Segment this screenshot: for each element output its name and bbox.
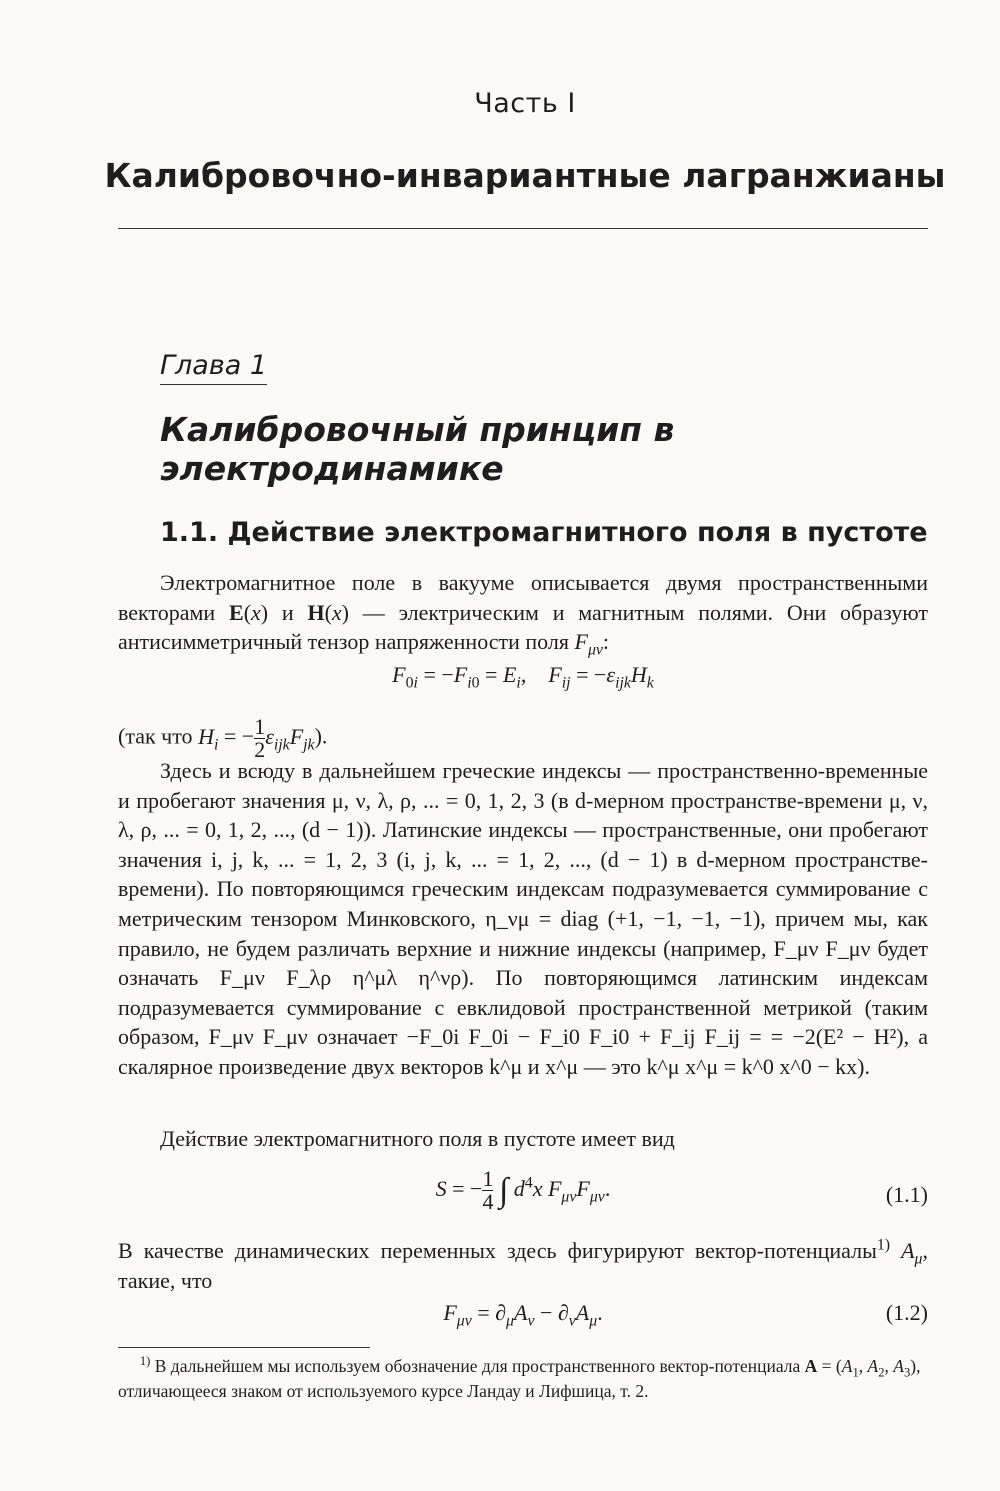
text: В дальнейшем мы используем обозначение для пространственного вектор-потенциала — [154, 1356, 805, 1376]
equation-number: (1.2) — [885, 1300, 928, 1325]
text: Здесь и всюду в дальнейшем греческие индексы — пространственно-временные и пробегают значения μ, ν, λ, ρ, ... = 0, 1, 2, 3 (в d-мерном пространстве-времени μ, ν, λ, ρ, ... = 0, 1, 2, ..., (d − 1)). Латинские индексы — пространственные, они пробегают значения i, j, k, ... = 1, 2, 3 (i, j, k, ... = 1, 2, ..., (d − 1) в d-мерном пространстве-времени). По повторяющимся греческим индексам подразумевается суммирование с метрическим тензором Минковского, η_νμ = diag (+1, −1, −1, −1), причем мы, как правило, не будем различать верхние и нижние индексы (например, F_μν F_μν будет означать F_μν F_λρ η^μλ η^νρ). По повторяющимся латинским индексам подразумевается суммирование с евклидовой пространственной метрикой (таким образом, F_μν F_μν означает −F_0i F_0i − F_i0 F_i0 + F_ij F_ij = = −2(E² − H²), а скалярное произведение двух векторов k^μ и x^μ — это k^μ x^μ = k^0 x^0 − kx). — [118, 758, 928, 1079]
equation-potential: $F_{\mu\nu} = \partial_\mu A_\nu - \partial_\nu A_\mu$. (1.2) — [443, 1300, 928, 1330]
text: В качестве динамических переменных здесь фигурируют вектор-потенциалы — [118, 1238, 877, 1263]
paragraph-indices — [118, 756, 928, 1082]
paragraph-so-that: (так что $H_i$ = − $\frac{1}{2}$ $\varepsilon_{ijk}F_{jk}$). — [118, 714, 328, 762]
footnote-divider — [118, 1347, 370, 1348]
text: , отличающееся знаком от используемого курсе Ландау и Лифшица, т. 2. — [118, 1356, 921, 1401]
equation-action: S = − $\frac{1}{4}$ ∫ $d^4x$ $F_{\mu\nu}F_{\mu\nu}$. (1.1) — [435, 1166, 928, 1214]
text: такие, что — [118, 1267, 213, 1293]
text: — электрическим и магнитным полями. Они образуют антисимметричный тензор напряженности поля — [118, 599, 928, 655]
paragraph-intro: Электромагнитное поле в вакууме описывается двумя пространственными векторами E(x) и H(x) — электрическим и магнитным полями. Они образуют антисимметричный тензор напряженности поля $F_{\mu\nu}$: — [118, 570, 928, 659]
text: Электромагнитное поле в вакууме описывается двумя пространственными векторами — [118, 570, 928, 625]
section-title: 1.1. Действие электромагнитного поля в пустоте — [160, 517, 928, 548]
chapter-title: Калибровочный принцип в электродинамике — [160, 410, 675, 488]
paragraph-action-intro — [118, 1124, 928, 1154]
chapter-label: Глава 1 — [160, 350, 267, 385]
equation-field-tensor: $F_{0i} = -F_{i0} = E_i$, $F_{ij} = -\varepsilon_{ijk}H_k$ — [392, 662, 654, 692]
footnote: $^{1)}$ В дальнейшем мы используем обозначение для пространственного вектор-потенциала $A = (A_1$, $A_2$, $A_3$), отличающееся знаком от используемого курсе Ландау и Лифшица, т. 2. — [118, 1354, 921, 1401]
footnote-mark: 1) — [139, 1354, 151, 1369]
paragraph-potentials: В качестве динамических переменных здесь фигурируют вектор-потенциалы$^{1)}$ $A_\mu$, такие, что — [118, 1236, 928, 1293]
text: (так что — [118, 723, 199, 749]
equation-number: (1.1) — [885, 1182, 928, 1207]
part-label: Часть I — [474, 88, 576, 119]
text: и — [268, 599, 308, 625]
part-divider — [118, 228, 928, 229]
part-title: Калибровочно-инвариантные лагранжианы — [104, 156, 946, 195]
text: Действие электромагнитного поля в пустоте имеет вид — [160, 1126, 675, 1151]
